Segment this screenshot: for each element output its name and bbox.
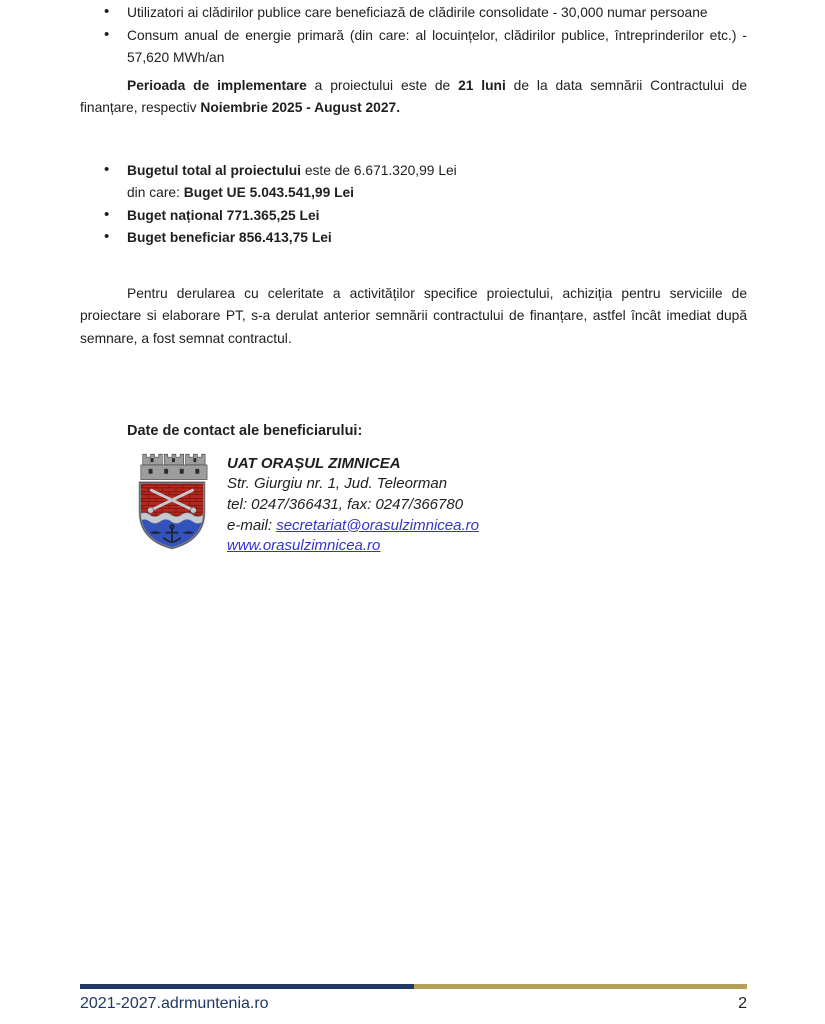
- procurement-paragraph: Pentru derularea cu celeritate a activităților specifice proiectului, achiziția pentru serviciile de proiectare si elaborare PT, s-a derulat anterior semnării contractului de finanțare, astfel încât imediat după semnare, a fost semnat contractul.: [80, 285, 747, 346]
- footer-rule: [80, 984, 747, 989]
- budget-list: [80, 160, 747, 250]
- indicator-list: [80, 2, 747, 70]
- contact-heading: Date de contact ale beneficiarului:: [127, 423, 363, 439]
- beneficiary-address: Str. Giurgiu nr. 1, Jud. Teleorman: [227, 475, 448, 493]
- crest-crown: [141, 454, 207, 479]
- implementation-mid1: a proiectului este de: [306, 77, 459, 93]
- implementation-period: Noiembrie 2025 - August 2027.: [200, 100, 401, 115]
- implementation-lead: Perioada de implementare: [127, 77, 307, 93]
- page-number: 2: [738, 994, 747, 1012]
- bullet-icon: •: [104, 160, 110, 178]
- footer-rule-gold: [414, 984, 748, 989]
- budget-din-care-label: din care:: [127, 185, 184, 200]
- bullet-icon: •: [104, 3, 110, 20]
- page-footer: [80, 984, 747, 1015]
- contact-details: [227, 450, 479, 558]
- indicator-energy-text: Consum anual de energie primară (din care: al locuințelor, clădirilor publice, întreprinderilor etc.) - 57,620 MWh/an: [127, 27, 747, 65]
- email-link[interactable]: secretariat@orasulzimnicea.ro: [276, 516, 479, 534]
- indicator-users-text: Utilizatori ai clădirilor publice care beneficiază de clădirile consolidate - 30,000 numar persoane: [127, 5, 708, 20]
- beneficiary-phone-fax: tel: 0247/366431, fax: 0247/366780: [227, 495, 464, 513]
- list-item: [80, 25, 747, 70]
- implementation-paragraph: [80, 75, 747, 120]
- implementation-mid2: de la data semnării Contractului de finanțare, respectiv: [80, 77, 748, 115]
- beneficiary-email-line: [227, 516, 479, 537]
- budget-total-rest: este de 6.671.320,99 Lei: [301, 162, 457, 178]
- footer-row: [80, 993, 747, 1016]
- zimnicea-coat-of-arms-icon: [135, 450, 209, 552]
- budget-total-line: [127, 160, 747, 183]
- list-item: [80, 160, 747, 205]
- budget-eu-line: [127, 182, 747, 205]
- bullet-icon: •: [104, 25, 110, 43]
- list-item: [80, 2, 747, 25]
- budget-beneficiary-value: Buget beneficiar 856.413,75 Lei: [127, 230, 332, 245]
- contact-block: [80, 450, 747, 558]
- budget-national-value: Buget național 771.365,25 Lei: [127, 207, 320, 223]
- budget-total-label: Bugetul total al proiectului: [127, 162, 301, 178]
- footer-site-text: 2021-2027.adrmuntenia.ro: [80, 994, 269, 1012]
- document-content: [80, 2, 747, 557]
- bullet-icon: •: [104, 205, 110, 223]
- footer-rule-navy: [80, 984, 414, 989]
- bullet-icon: •: [104, 228, 110, 245]
- implementation-duration: 21 luni: [458, 77, 506, 93]
- email-label: e-mail:: [227, 516, 277, 534]
- website-link[interactable]: www.orasulzimnicea.ro: [227, 537, 381, 555]
- list-item: [80, 205, 747, 228]
- beneficiary-name: UAT ORAȘUL ZIMNICEA: [227, 454, 401, 472]
- budget-eu-value: Buget UE 5.043.541,99 Lei: [183, 185, 355, 200]
- beneficiary-website-line: [227, 536, 479, 557]
- list-item: [80, 227, 747, 250]
